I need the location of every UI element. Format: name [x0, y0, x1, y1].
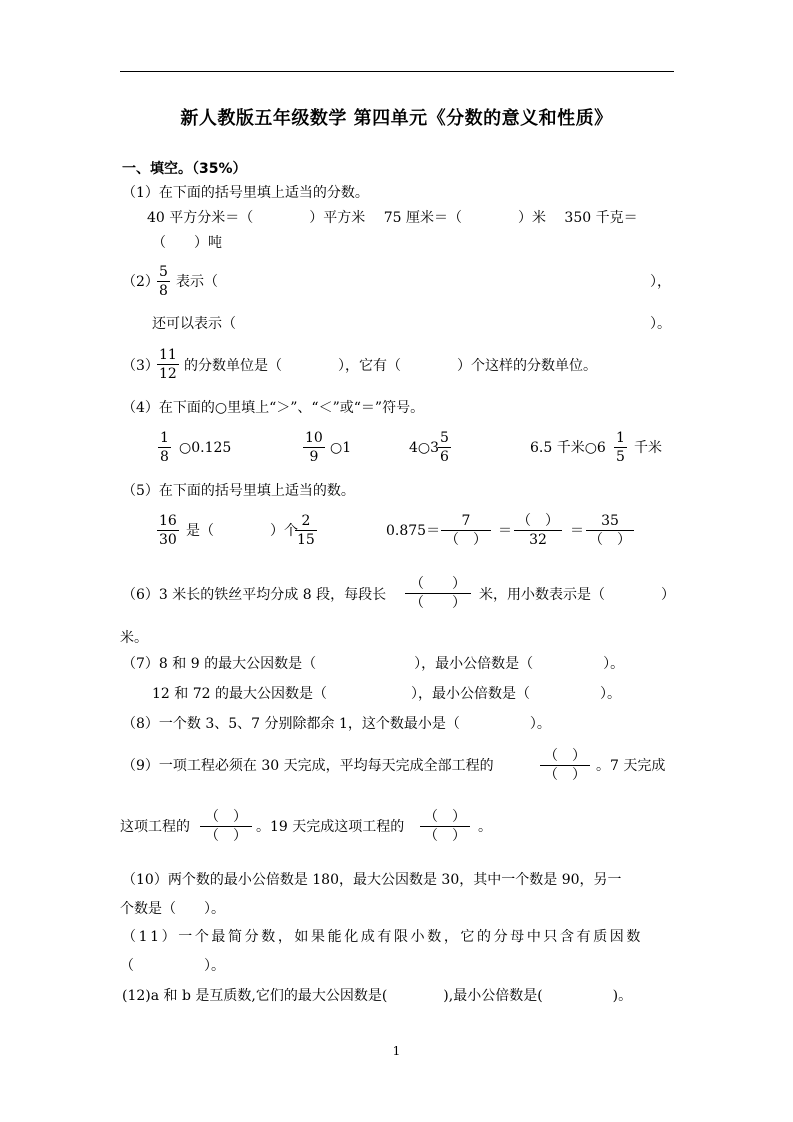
q6-fraction-denominator: （ ）	[410, 595, 466, 611]
q9-fraction3	[420, 808, 470, 845]
q2-text2: 还可以表示（	[152, 316, 236, 332]
q9-fraction2-numerator: （ ）	[205, 809, 247, 825]
q9-fraction2-denominator: （ ）	[205, 828, 247, 844]
q5-fraction2	[295, 512, 317, 549]
q10-line1: （10）两个数的最小公倍数是 180，最大公因数是 30，其中一个数是 90，另一	[122, 872, 622, 888]
q3-fraction	[157, 346, 179, 383]
q4-item1-fraction	[158, 429, 171, 466]
q3-fraction-numerator: 11	[159, 347, 177, 363]
q5-fraction4-denominator: 32	[529, 532, 547, 548]
q7-line2: 12 和 72 的最大公因数是（ ），最小公倍数是（ ）。	[152, 686, 621, 702]
q9-fraction2	[200, 808, 252, 845]
q9-fraction3-numerator: （ ）	[424, 809, 466, 825]
q2-fraction	[157, 263, 170, 300]
q4-item3-numerator: 5	[440, 430, 449, 446]
q5-eq2: ＝	[570, 523, 584, 539]
q9-fraction1	[540, 747, 590, 784]
q5-fraction1-numerator: 16	[159, 513, 177, 529]
q1-line1: 40 平方分米＝（ ）平方米 75 厘米＝（ ）米 350 千克＝	[147, 210, 638, 226]
q1-stem: （1）在下面的括号里填上适当的分数。	[122, 185, 369, 201]
q4-item1-text: ○0.125	[179, 440, 232, 456]
q4-item3-pre: 4○3	[409, 440, 440, 456]
q5-eq1: ＝	[498, 523, 512, 539]
q3-text: 的分数单位是（ ），它有（ ）个这样的分数单位。	[184, 358, 597, 374]
q3-fraction-denominator: 12	[159, 366, 177, 382]
q2-fraction-numerator: 5	[159, 264, 168, 280]
q4-item2-text: ○1	[330, 440, 352, 456]
q8-text: （8）一个数 3、5、7 分别除都余 1，这个数最小是（ ）。	[122, 716, 551, 732]
q9-fraction3-denominator: （ ）	[424, 828, 466, 844]
q5-text1: 是（ ）个	[186, 523, 298, 539]
q4-stem: （4）在下面的○里填上“＞”、“＜”或“＝”符号。	[122, 400, 425, 416]
q5-fraction4	[514, 512, 562, 549]
q2-label: （2）	[122, 274, 159, 290]
q5-stem: （5）在下面的括号里填上适当的数。	[122, 483, 355, 499]
page-number: 1	[392, 1044, 401, 1058]
q4-item2-denominator: 9	[309, 449, 319, 465]
q9-text2: 。7 天完成	[596, 758, 666, 774]
q9-text4: 。19 天完成这项工程的	[256, 819, 405, 835]
q12-text: (12)a 和 b 是互质数,它们的最大公因数是( ),最小公倍数是( )。	[122, 988, 633, 1004]
q2-text1: 表示（	[176, 274, 218, 290]
q5-fraction1	[157, 512, 179, 549]
q5-fraction5-denominator: （ ）	[589, 532, 631, 548]
q4-item4-numerator: 1	[616, 430, 625, 446]
q2-close2: ）。	[650, 316, 671, 332]
q4-item2-numerator: 10	[305, 430, 323, 446]
q5-fraction3-numerator: 7	[461, 513, 471, 529]
q4-item1-numerator: 1	[160, 430, 169, 446]
q4-item3-fraction	[438, 429, 451, 466]
q9-fraction1-denominator: （ ）	[544, 767, 586, 783]
q4-item1-denominator: 8	[160, 449, 169, 465]
q9-text3: 这项工程的	[120, 819, 190, 835]
q5-fraction2-denominator: 15	[297, 532, 315, 548]
q2-close1: ），	[650, 274, 671, 290]
q6-fraction-numerator: （ ）	[410, 576, 466, 592]
header-rule	[120, 71, 674, 72]
q6-text1: （6）3 米长的铁丝平均分成 8 段，每段长	[122, 587, 387, 603]
q5-text2: 0.875＝	[386, 523, 441, 539]
q11-line2: （ ）。	[120, 958, 225, 974]
q5-fraction5	[586, 512, 634, 549]
q4-item2-fraction	[303, 429, 325, 466]
q6-text3: 米。	[120, 630, 148, 646]
q7-line1: （7）8 和 9 的最大公因数是（ ），最小公倍数是（ ）。	[122, 656, 625, 672]
q5-fraction3	[441, 512, 491, 549]
q3-label: （3）	[122, 358, 159, 374]
q4-item4-post: 千米	[634, 440, 662, 456]
q10-line2: 个数是（ ）。	[120, 901, 225, 917]
q11-line1: （11）一个最简分数，如果能化成有限小数，它的分母中只含有质因数	[122, 929, 644, 945]
q9-text1: （9）一项工程必须在 30 天完成，平均每天完成全部工程的	[122, 758, 494, 774]
q5-fraction1-denominator: 30	[159, 532, 177, 548]
page-title: 新人教版五年级数学 第四单元《分数的意义和性质》	[180, 108, 613, 129]
q9-fraction1-numerator: （ ）	[544, 748, 586, 764]
q5-fraction3-denominator: （ ）	[445, 532, 487, 548]
q4-item4-pre: 6.5 千米○6	[530, 440, 606, 456]
q2-fraction-denominator: 8	[159, 283, 168, 299]
q9-text5: 。	[478, 819, 492, 835]
section-heading: 一、填空。（35%）	[122, 161, 247, 177]
q1-line2: （ ）吨	[152, 235, 222, 251]
q6-text2: 米，用小数表示是（ ）	[479, 587, 675, 603]
q4-item4-fraction	[614, 429, 627, 466]
q5-fraction5-numerator: 35	[601, 513, 619, 529]
q4-item4-denominator: 5	[616, 449, 625, 465]
q6-fraction	[405, 575, 471, 612]
q4-item3-denominator: 6	[440, 449, 449, 465]
q5-fraction4-numerator: （ ）	[517, 513, 559, 529]
q5-fraction2-numerator: 2	[301, 513, 311, 529]
